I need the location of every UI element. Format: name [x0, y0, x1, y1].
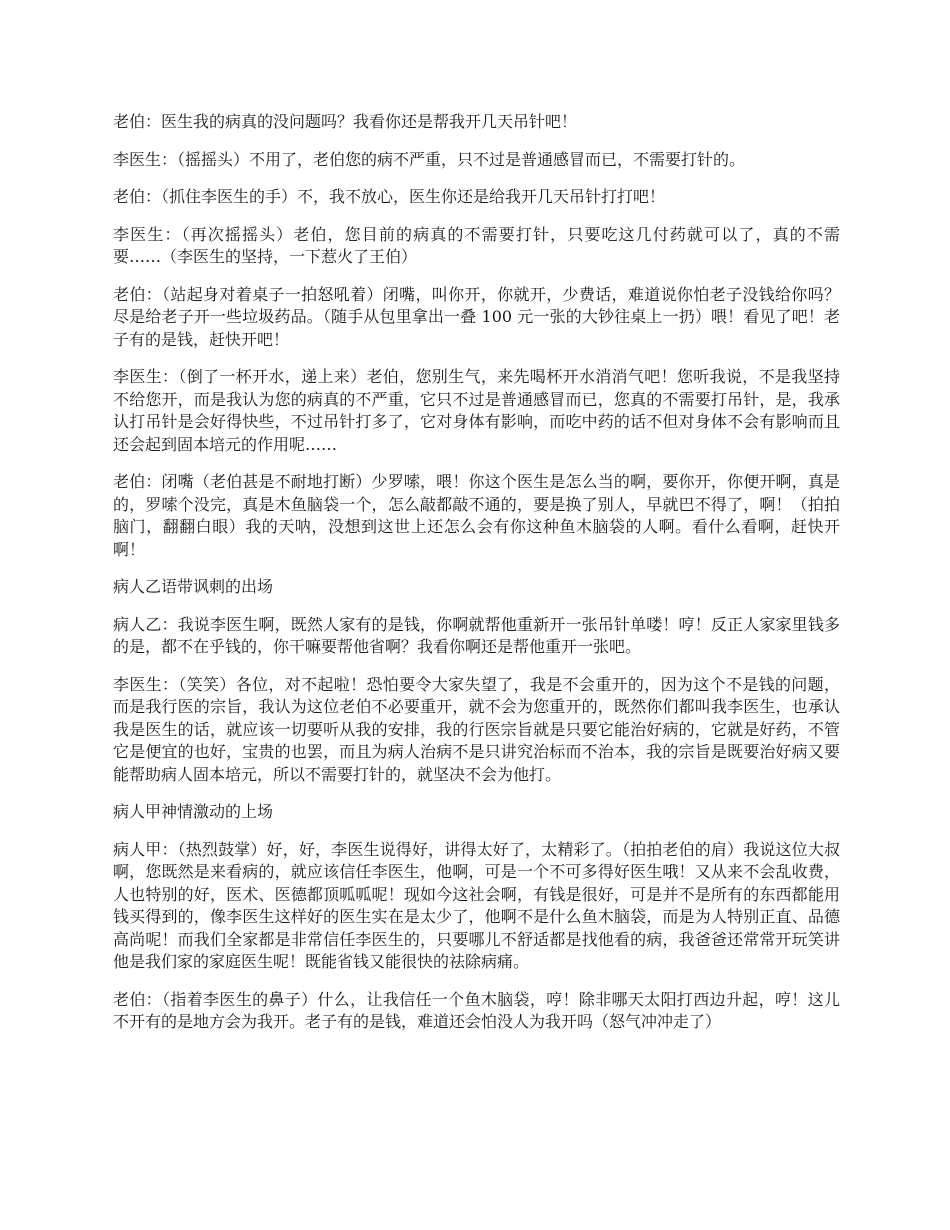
- paragraph: 李医生：（倒了一杯开水，递上来）老伯，您别生气，来先喝杯开水消消气吧！您听我说，不是我坚持不给您开，而是我认为您的病真的不严重，它只不过是普通感冒而已，您真的不需要打吊针，是，我承认打吊针是会好得快些，不过吊针打多了，它对身体有影响，而吃中药的话不但对身体不会有影响而且还会起到固本培元的作用呢……: [113, 367, 840, 454]
- paragraph: 老伯：（抓住李医生的手）不，我不放心，医生你还是给我开几天吊针打打吧！: [113, 187, 666, 206]
- paragraph: 病人乙：我说李医生啊，既然人家有的是钱，你啊就帮他重新开一张吊针单喽！哼！反正人家家里钱多的是，都不在乎钱的，你干嘛要帮他省啊？我看你啊还是帮他重开一张吧。: [113, 614, 840, 656]
- paragraph: 李医生：（摇摇头）不用了，老伯您的病不严重，只不过是普通感冒而已，不需要打针的。: [113, 149, 746, 169]
- scene-heading: 病人甲神情激动的上场: [113, 802, 274, 821]
- paragraph: 老伯：（指着李医生的鼻子）什么，让我信任一个鱼木脑袋，哼！除非哪天太阳打西边升起，哼！这儿不开有的是地方会为我开。老子有的是钱，难道还会怕没人为我开吗（怒气冲冲走了）: [113, 989, 840, 1031]
- scene-heading: 病人乙语带讽刺的出场: [113, 577, 274, 596]
- paragraph: 李医生：（笑笑）各位，对不起啦！恐怕要令大家失望了，我是不会重开的，因为这个不是钱的问题，而是我行医的宗旨，我认为这位老伯不必要重开，就不会为您重开的，既然你们都叫我李医生，也承认我是医生的话，就应该一切要听从我的安排，我的行医宗旨就是只要它能治好病的，它就是好药，不管它是便宜的也好，宝贵的也罢，而且为病人治病不是只讲究治标而不治本，我的宗旨是既要治好病又要能帮助病人固本培元，所以不需要打针的，就坚决不会为他打。: [113, 674, 840, 784]
- paragraph: 病人甲：（热烈鼓掌）好，好，李医生说得好，讲得太好了，太精彩了。（拍拍老伯的肩）我说这位大叔啊，您既然是来看病的，就应该信任李医生，他啊，可是一个不可多得好医生哦！又从来不会乱收费，人也特别的好，医术、医德都顶呱呱呢！现如今这社会啊，有钱是很好，可是并不是所有的东西都能用钱买得到的，像李医生这样好的医生实在是太少了，他啊不是什么鱼木脑袋，而是为人特别正直、品德高尚呢！而我们全家都是非常信任李医生的，只要哪儿不舒适都是找他看的病，我爸爸还常常开玩笑讲他是我们家的家庭医生呢！既能省钱又能很快的祛除病痛。: [113, 839, 840, 971]
- paragraph: 李医生：（再次摇摇头）老伯，您目前的病真的不需要打针，只要吃这几付药就可以了，真的不需要……（李医生的坚持，一下惹火了王伯）: [113, 224, 840, 266]
- paragraph: 老伯：闭嘴（老伯甚是不耐地打断）少罗嗦，喂！你这个医生是怎么当的啊，要你开，你便开啊，真是的，罗嗦个没完，真是木鱼脑袋一个，怎么敲都敲不通的，要是换了别人，早就巴不得了，啊！（拍拍脑门，翻翻白眼）我的天呐，没想到这世上还怎么会有你这种鱼木脑袋的人啊。看什么看啊，赶快开啊！: [113, 472, 840, 559]
- document-page: [113, 111, 840, 1049]
- paragraph: 老伯：医生我的病真的没问题吗？我看你还是帮我开几天吊针吧！: [113, 112, 578, 131]
- paragraph: 老伯：（站起身对着桌子一拍怒吼着）闭嘴，叫你开，你就开，少费话，难道说你怕老子没钱给你吗？尽是给老子开一些垃圾药品。（随手从包里拿出一叠 100 元一张的大钞往桌上一扔）喂！看见了吧！老子有的是钱，赶快开吧！: [113, 284, 840, 349]
